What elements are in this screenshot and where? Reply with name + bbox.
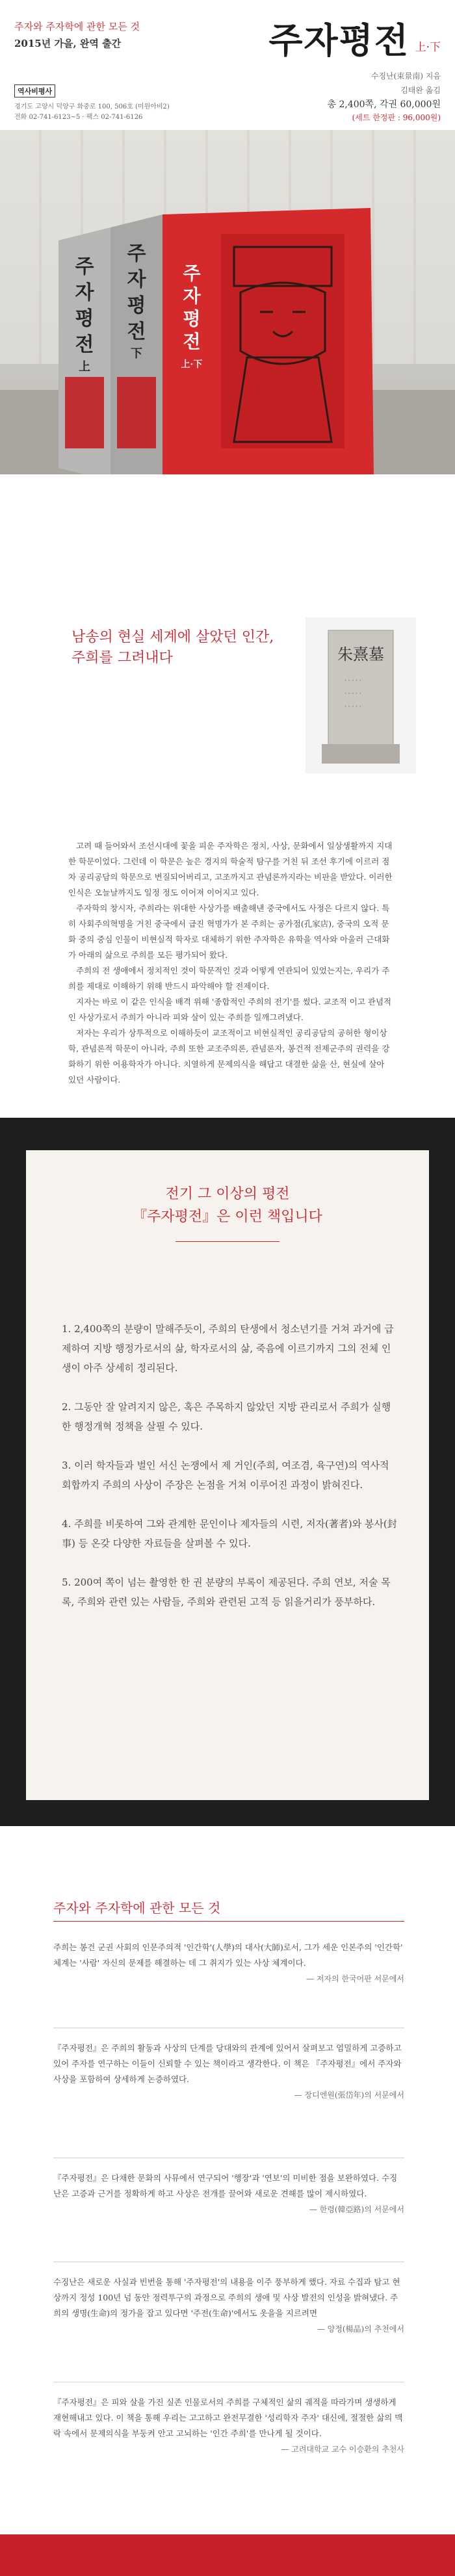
cover-title-char-3: 평 xyxy=(183,308,201,329)
intro-paragraph: 주자학의 창시자, 주희라는 위대한 사상가를 배출해낸 중국에서도 사정은 다르지 않다. 특히 사회주의혁명을 거친 중국에서 급진 혁명가가 본 주희는 공가점(孔家店), 중국의 오적 문화 중의 중심 인물이 비현실적 학자로 대체하기 위한 주자학은 유학을 역사와 아울러 근대화가 아래의 삶으로 주희를 모든 평가되어 왔다. xyxy=(68,903,390,960)
review-source: — 한령(韓亞路)의 서문에서 xyxy=(309,2205,404,2214)
review-source: — 양정(楊晶)의 추천에서 xyxy=(317,2325,404,2334)
set-price: (세트 한정판 : 96,000원) xyxy=(352,113,441,122)
publisher-logo: 역사비평사 xyxy=(14,84,55,97)
review-item xyxy=(53,2170,404,2217)
spine2-title-char-4: 전 xyxy=(127,320,146,343)
divider xyxy=(53,2261,404,2262)
spine-title-char-3: 평 xyxy=(75,307,94,330)
book-box-set-image xyxy=(46,208,377,474)
divider xyxy=(53,2157,404,2158)
spine2-title-char-1: 주 xyxy=(127,242,146,265)
footer-bar xyxy=(0,2534,455,2576)
intro-body xyxy=(68,838,393,1088)
spine-volume-up: 上 xyxy=(79,360,90,374)
spine2-title-char-2: 자 xyxy=(127,268,146,291)
tombstone-inscription: 朱熹墓 xyxy=(337,645,384,663)
reviews-heading: 주자와 주자학에 관한 모든 것 xyxy=(53,1900,221,1916)
spine-title-char-4: 전 xyxy=(75,333,94,356)
divider xyxy=(53,1921,404,1922)
intro-heading-line-1: 남송의 현실 세계에 살았던 인간, xyxy=(72,629,274,645)
intro-paragraph: 고려 때 들어와서 조선시대에 꽃을 피운 주자학은 정치, 사상, 문화에서 일상생활까지 지대한 학문이었다. 그런데 이 학문은 높은 경지의 학술적 탐구를 거친 뒤 조선 후기에 이르러 점차 공리공담의 학문으로 변질되어버리고, 고조까지고 관념론까지라는 비판을 받았다. 이러한 인식은 오늘날까지도 일정 정도 이어져 이어지고 있다. xyxy=(68,841,393,897)
review-source: — 고려대학교 교수 이승환의 추천사 xyxy=(281,2445,404,2454)
tombstone-text: · · · · · xyxy=(344,704,361,710)
cover-title-char-4: 전 xyxy=(183,331,201,352)
volume-label: 上·下 xyxy=(415,41,441,54)
spine2-title-char-3: 평 xyxy=(127,294,146,317)
feature-item: 3. 이러 학자들과 벌인 서신 논쟁에서 제 거인(주희, 여조겸, 육구연)의 역사적 회합까지 주희의 사상이 주장은 논점을 거쳐 이루어진 과정이 밝혀진다. xyxy=(62,1460,389,1491)
spine-title-char-1: 주 xyxy=(75,255,94,278)
cover-title-char-1: 주 xyxy=(183,263,201,284)
publisher-address: 경기도 고양시 덕양구 화중로 100, 506호 (미원아비2) xyxy=(14,103,170,110)
features-list xyxy=(62,1319,400,1631)
book-photo xyxy=(0,130,455,474)
book-title: 주자평전 xyxy=(268,19,410,61)
review-item xyxy=(53,2274,404,2337)
review-text: 주희는 봉건 군권 사회의 인문주의적 '인간학'(人學)의 대사(大師)로서, 그가 세운 인본주의 '인간학' 체계는 '사람' 자신의 문제를 해결하는 데 그 취지가 있는 사상 체계이다. xyxy=(53,1942,403,1968)
cover-volume: 上·下 xyxy=(181,359,203,370)
features-subheading: 『주자평전』은 이런 책입니다 xyxy=(133,1209,322,1225)
review-item xyxy=(53,1940,404,1987)
feature-item: 1. 2,400쪽의 분량이 말해주듯이, 주희의 탄생에서 청소년기를 거쳐 과거에 급제하여 지방 행정가로서의 삶, 학자로서의 삶, 죽음에 이르기까지 그의 전체 인생이 아주 상세히 정리된다. xyxy=(62,1323,394,1374)
review-item xyxy=(53,2395,404,2457)
publisher-contact: 전화 02-741-6123~5 · 팩스 02-741-6126 xyxy=(14,114,143,121)
intro-paragraph: 저자는 우리가 상투적으로 이해하듯이 교조적이고 비현실적인 공리공담의 공허한 형이상학, 관념론적 학문이 아니라, 주희 또한 교조주의론, 관념론자, 봉건적 전제군주의 권력을 강화하기 위한 어용학자가 아니다. 치열하게 문제의식을 해답고 대결한 삶을 산, 현실에 살아 있던 사람이다. xyxy=(68,1028,390,1085)
feature-item: 4. 주희를 비롯하여 그와 관계한 문인이나 제자들의 시련, 저자(著者)와 봉사(封事) 등 온갖 다양한 자료들을 살펴볼 수 있다. xyxy=(62,1518,397,1549)
review-item xyxy=(53,2041,404,2103)
release-note: 2015년 가을, 완역 출간 xyxy=(14,38,122,49)
review-source: — 장디엔원(張岱年)의 서문에서 xyxy=(294,2091,404,2100)
review-text: 『주자평전』은 다채한 문화의 사뮤에서 연구되어 '행장'과 '연보'의 미비한 점을 보완하였다. 수징난은 고증과 근거를 정확하게 하고 사상은 전개를 끌어와 새로운 견해를 많이 제시하였다. xyxy=(53,2173,398,2198)
feature-item: 5. 200여 쪽이 넘는 촬영한 한 권 분량의 부록이 제공된다. 주희 연보, 저술 목록, 주희와 관련 있는 사람들, 주희와 관련된 고적 등 읽을거리가 풍부하다. xyxy=(62,1577,391,1608)
intro-heading xyxy=(72,627,274,669)
price: 총 2,400쪽, 각권 60,000원 xyxy=(327,99,441,110)
tombstone-text: · · · · · xyxy=(344,691,361,697)
divider xyxy=(176,1241,280,1242)
review-text: 수징난은 새로운 사실과 빈번을 통해 '주자평전'의 내용을 이주 풍부하게 했다. 자료 수집과 탐고 현상까지 정성 100년 넘 동안 정력투구의 과정으로 주희의 생애 및 사상 발전의 인성을 밝혀냈다. 주희의 생명(生命)의 정가을 잡고 있다면 '주전(生命)'에서도 옷을을 지르려면 xyxy=(53,2277,400,2318)
feature-item: 2. 그동안 잘 알려지지 않은, 혹은 주목하지 않았던 지방 관리로서 주희가 실행한 행정개혁 정책을 살필 수 있다. xyxy=(62,1401,391,1432)
spine-title-char-2: 자 xyxy=(75,281,94,304)
cover-title-char-2: 자 xyxy=(183,285,201,307)
tagline: 주자와 주자학에 관한 모든 것 xyxy=(14,21,140,32)
review-text: 『주자평전』은 피와 살을 가진 실존 인물로서의 주희를 구체적인 삶의 궤적을 따라가며 생생하게 재현해내고 있다. 이 책을 통해 우리는 고고하고 완전무결한 '성리학자 주자' 대신에, 절절한 삶의 맥락 속에서 문제의식을 부둥켜 안고 고뇌하는 '인간 주희'를 만나게 될 것이다. xyxy=(53,2397,403,2438)
features-heading: 전기 그 이상의 평전 xyxy=(165,1186,290,1202)
review-source: — 저자의 한국어판 서문에서 xyxy=(306,1974,404,1983)
spine-volume-down: 下 xyxy=(131,347,142,361)
intro-paragraph: 지자는 바로 이 같은 인식을 배격 위해 '종합적인 주희의 전기'를 썼다. 교조적 이고 관념적인 사상가로서 주희가 아니라 피와 살이 있는 주희를 일깨그려냈다. xyxy=(68,997,392,1022)
author: 수징난(束景南) 지음 xyxy=(370,71,441,81)
translator: 김태완 옮김 xyxy=(400,86,441,95)
tombstone-text: · · · · · xyxy=(344,678,361,684)
intro-heading-line-2: 주희를 그려내다 xyxy=(72,650,173,666)
intro-paragraph: 주희의 전 생애에서 정치적인 것이 학문적인 것과 어떻게 연관되어 있었는지는, 우리가 주희를 제대로 이해하기 위해 반드시 파악해야 할 전제이다. xyxy=(68,966,390,991)
review-text: 『주자평전』은 주희의 활동과 사상의 단계를 당대와의 관계에 있어서 살펴보고 엄밀하게 고증하고 있어 주자를 연구하는 이들이 신뢰할 수 있는 책이라고 생각한다. 이 책은 『주자평전』에서 주자와 사상을 포함하여 상세하게 논증하였다. xyxy=(53,2043,402,2084)
tombstone-photo xyxy=(306,617,416,773)
